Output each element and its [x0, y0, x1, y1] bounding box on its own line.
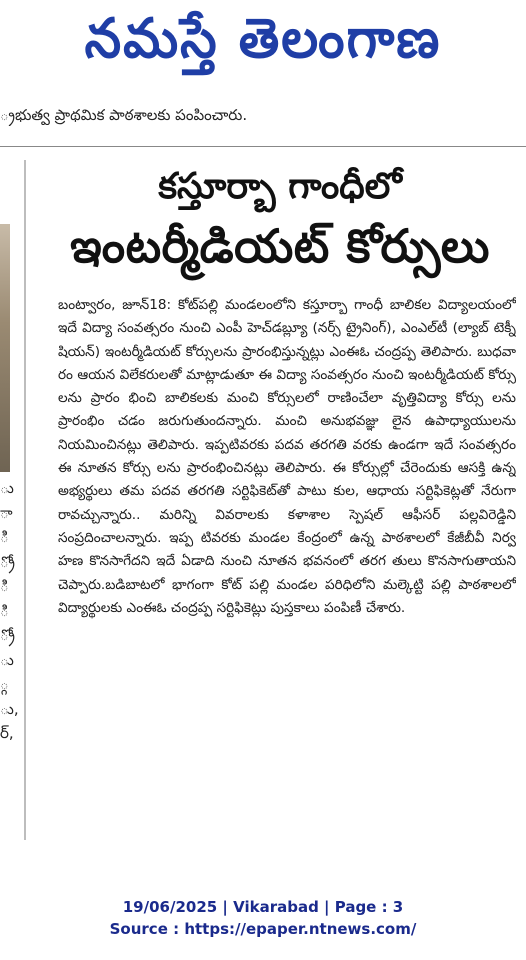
adjacent-fragment: ా [0, 503, 13, 522]
masthead [0, 0, 526, 78]
newspaper-logo: నమస్తే తెలంగాణ [84, 7, 442, 71]
section-divider [0, 146, 526, 147]
adjacent-fragment: ు [0, 650, 14, 669]
adjacent-fragment: ు [0, 479, 14, 497]
page-footer [0, 896, 526, 940]
adjacent-fragment: ్రో [0, 552, 15, 571]
adjacent-fragment: ి [0, 601, 9, 620]
adjacent-fragment: ి [0, 577, 9, 595]
article-headline [40, 160, 520, 278]
headline-line-1: కస్తూర్బా గాంధీలో [158, 166, 402, 207]
adjacent-fragment: ు, [0, 699, 19, 718]
adjacent-story-photo [0, 224, 10, 472]
column-divider [24, 160, 26, 840]
adjacent-fragment: ర్, [0, 724, 14, 742]
adjacent-fragment: ి [0, 528, 9, 546]
headline-line-2: ఇంటర్మీడియట్ కోర్సులు [70, 219, 490, 273]
adjacent-column-text [0, 476, 20, 746]
article-body: బంట్వారం, జూన్18: కోట్‌పల్లి మండలంలోని కస్తూర్బా గాంధీ బాలికల విద్యాలయంలో ఇదే విద్యా సంవత్సరం నుంచి ఎంపీ హెచ్‌డబ్ల్యూ (నర్స్ ట్రైనింగ్), ఎంఎల్‌టీ (ల్యాబ్ టెక్నీ షియన్) ఇంటర్మీడియట్ కోర్సులను ప్రారంభిస్తున్నట్లు ఎంఈఓ చంద్రప్ప తెలిపారు. బుధవా రం ఆయన విలేకరులతో మాట్లాడుతూ ఈ విద్యా సంవత్సరం నుంచి ఇంటర్మీడియట్ కోర్సు లను ప్రారం భించి బాలికలకు మంచి కోర్సులలో రాణించేలా వృత్తివిద్యా కోర్సు లను ప్రారంభిం చడం జరుగుతుందన్నారు. మంచి అనుభవజ్ఞు లైన ఉపాధ్యాయులను నియమించినట్లు తెలిపారు. ఇప్పటివరకు పదవ తరగతి వరకు ఉండగా ఇదే సంవత్సరం ఈ నూతన కోర్సు లను ప్రారంభించినట్లు తెలిపారు. ఈ కోర్సుల్లో చేరెందుకు ఆసక్తి ఉన్న అభ్యర్థులు తమ పదవ తరగతి సర్టిఫికెట్‌తో పాటు కుల, ఆధాయ సర్టిఫికెట్లతో నేరుగా రావచ్చున్నారు.. మరిన్ని వివరాలకు కళాశాల స్పెషల్ ఆఫీసర్ పల్లవిరెడ్డిని సంప్రదించాలన్నారు. ఇప్ప టివరకు మండల కేంద్రంలో ఉన్న పాఠశాలలో కేజీబీవీ నిర్వ హణ కొనసాగేదని ఇదే ఏడాది నుంచి నూతన భవనంలో తరగ తులు కొనసాగుతాయని చెప్పారు.బడిబాటలో భాగంగా కోట్ పల్లి మండల పరిధిలోని మల్కెట్టి పల్లి పాఠశాలలో విద్యార్థులకు ఎంఈఓ చంద్రప్ప సర్టిఫికెట్లు పుస్తకాలు పంపిణీ చేశారు. [58, 297, 516, 616]
footer-date-edition: 19/06/2025 | Vikarabad | Page : 3 [122, 898, 404, 916]
adjacent-fragment: ్రో [0, 626, 15, 644]
footer-source-link[interactable]: Source : https://epaper.ntnews.com/ [109, 920, 417, 938]
adjacent-fragment: ్గ [0, 675, 9, 693]
previous-story-tail: ్రభుత్వ ప్రాథమిక పాఠశాలకు పంపించారు. [0, 106, 248, 124]
